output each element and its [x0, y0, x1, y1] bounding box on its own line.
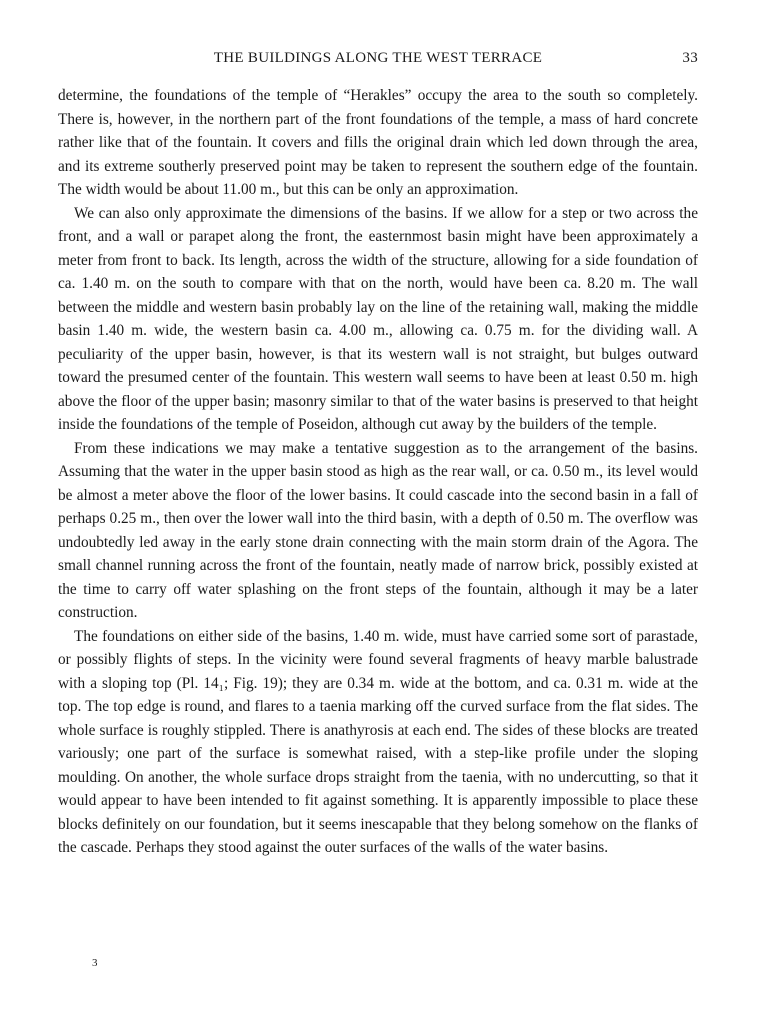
paragraph-4: The foundations on either side of the basins, 1.40 m. wide, must have carried some sort of parastade, or possibly flights of steps. In the vicinity were found several fragments of heavy marble balustrade with a sloping top (Pl. 14₁; Fig. 19); they are 0.34 m. wide at the bottom, and ca. 0.31 m. wide at the top. The top edge is round, and flares to a taenia marking off the curved surface from the flat sides. The whole surface is roughly stippled. There is anathyrosis at each end. The sides of these blocks are treated variously; one part of the surface is somewhat raised, with a step-like profile under the sloping moulding. On another, the whole surface drops straight from the taenia, with no undercutting, so that it would appear to have been intended to fit against something. It is apparently impossible to place these blocks definitely on our foundation, but it seems inescapable that they belong somehow on the flanks of the cascade. Perhaps they stood against the outer surfaces of the walls of the water basins.: [58, 627, 698, 856]
paragraph-1: determine, the foundations of the temple of “Herakles” occupy the area to the south so completely. There is, however, in the northern part of the front foundations of the temple, a mass of hard concrete rather like that of the fountain. It covers and fills the original drain which led down through the area, and its extreme southerly preserved point may be taken to represent the southern edge of the fountain. The width would be about 11.00 m., but this can be only an approximation.: [58, 87, 698, 198]
paragraph-3: From these indications we may make a tentative suggestion as to the arrangement of the basins. Assuming that the water in the upper basin stood as high as the rear wall, or ca. 0.50 m., its level would be almost a meter above the floor of the lower basins. It could cascade into the second basin in a fall of perhaps 0.25 m., then over the lower wall into the third basin, with a depth of 0.50 m. The overflow was undoubtedly led away in the early stone drain connecting with the main storm drain of the Agora. The small channel running across the front of the fountain, neatly made of narrow brick, possibly existed at the time to carry off water splashing on the front steps of the fountain, although it may be a later construction.: [58, 439, 698, 621]
running-header: [58, 50, 698, 72]
running-title: THE BUILDINGS ALONG THE WEST TERRACE: [213, 50, 543, 66]
paragraph-2: We can also only approximate the dimensions of the basins. If we allow for a step or two across the front, and a wall or parapet along the front, the easternmost basin might have been approximately a meter from front to back. Its length, across the width of the structure, allowing for a side foundation of ca. 1.40 m. on the south to compare with that on the north, would have been ca. 8.20 m. The wall between the middle and western basin probably lay on the line of the retaining wall, making the middle basin 1.40 m. wide, the western basin ca. 4.00 m., allowing ca. 0.75 m. for the dividing wall. A peculiarity of the upper basin, however, is that its western wall is not straight, but bulges outward toward the presumed center of the fountain. This western wall seems to have been at least 0.50 m. high above the floor of the upper basin; masonry similar to that of the water basins is preserved to that height inside the foundations of the temple of Poseidon, although cut away by the builders of the temple.: [58, 204, 698, 433]
page: [58, 50, 698, 860]
page-number: 33: [682, 50, 698, 66]
body-text: [58, 84, 698, 860]
signature-mark: 3: [92, 957, 98, 969]
